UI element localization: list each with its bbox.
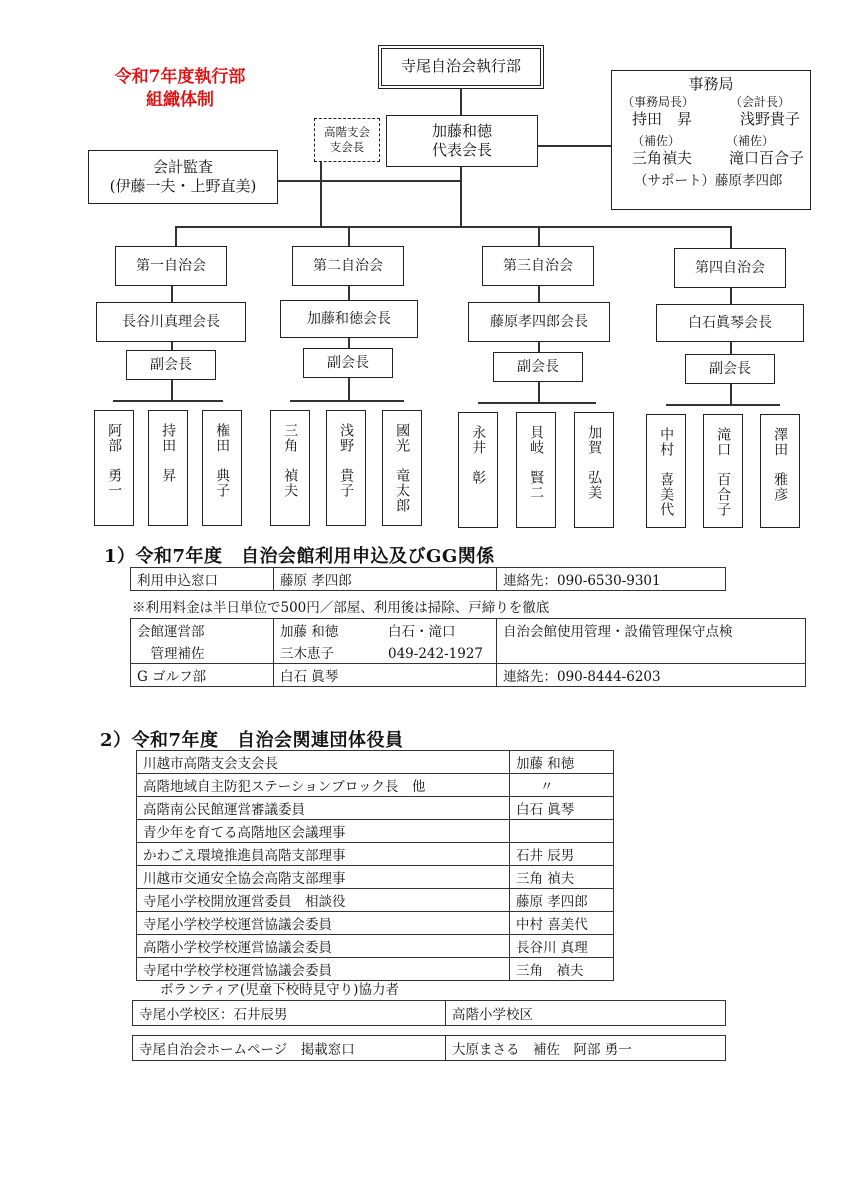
table-row [131,641,806,664]
member-name: 三角 禎夫 [282,423,299,498]
fee-note: ※利用料金は半日単位で500円／部屋、利用後は掃除、戸締りを徹底 [132,600,550,616]
member-box [760,414,800,528]
cell-part: 049-242-1927 [388,646,484,662]
unit-name: 第二自治会 [313,257,383,274]
president-role: 代表会長 [431,141,492,159]
connector [730,288,732,304]
unit-box [482,246,594,286]
page-title [80,66,280,112]
connector [730,226,732,248]
branch-box [314,118,380,162]
name-cell: 藤原 孝四郎 [510,889,614,912]
role-cell: かわごえ環境推進員高階支部理事 [137,843,510,866]
chair-name: 加藤和徳会長 [307,310,391,327]
table-row [137,889,614,912]
unit-name: 第三自治会 [503,257,573,274]
table-row [133,1001,726,1026]
connector [730,384,732,404]
role-cell: 寺尾中学校学校運営協議会委員 [137,958,510,981]
member-name: 持田 昇 [160,423,177,483]
table-row [133,1036,726,1061]
chair-box [96,302,246,342]
exec-box [378,45,544,89]
table-row [131,619,806,642]
office-box [611,70,811,210]
table-cell: 高階小学校区 [446,1001,726,1026]
cell-part: 白石・滝口 [388,624,456,640]
vice-label: 副会長 [150,356,192,373]
role-cell: 青少年を育てる高階地区会議理事 [137,820,510,843]
member-box [326,410,366,526]
vice-label: 副会長 [327,354,369,371]
reservation-table [130,567,726,591]
role-cell: 寺尾小学校開放運営委員 相談役 [137,889,510,912]
role-cell: 川越市交通安全協会高階支部理事 [137,866,510,889]
homepage-table [132,1035,726,1061]
section1-heading: 1）令和7年度 自治会館利用申込及びGG関係 [104,546,495,567]
unit-name: 第一自治会 [136,257,206,274]
member-name: 貝岐 賢二 [528,425,545,500]
office-role-assist2: （補佐） [725,133,774,148]
role-cell: 寺尾小学校学校運営協議会委員 [137,912,510,935]
name-cell [510,820,614,843]
audit-title: 会計監査 [152,157,213,176]
table-cell: 連絡先：090-6530-9301 [497,568,726,591]
table-cell: 管理補佐 [131,641,274,664]
connector [538,226,540,246]
chair-name: 藤原孝四郎会長 [490,313,588,330]
office-role-assist1: （補佐） [632,133,681,148]
role-cell: 川越市高階支会支会長 [137,751,510,774]
chair-name: 白石眞琴会長 [688,314,772,331]
vice-label: 副会長 [517,358,559,375]
office-assist1-name: 三角禎夫 [632,149,693,168]
connector [348,338,350,348]
cell-part: 加藤 和徳 [280,624,339,640]
table-cell [274,664,497,687]
connector [278,180,460,182]
office-chief-name: 持田 昇 [632,110,693,129]
connector [171,286,173,302]
table-cell [497,641,806,664]
audit-box [88,150,278,204]
connector [478,402,596,404]
cell-part: 白石 眞琴 [280,669,339,685]
vice-label: 副会長 [709,360,751,377]
table-row [131,664,806,687]
table-cell: 会館運営部 [131,619,274,642]
table-row [137,751,614,774]
connector [666,404,780,406]
role-cell: 高階南公民館運営審議委員 [137,797,510,820]
connector [460,165,462,210]
table-cell [274,641,497,664]
member-box [148,410,188,526]
name-cell: 長谷川 真理 [510,935,614,958]
vice-box [126,350,216,380]
chair-box [468,302,610,342]
member-box [382,410,422,526]
name-cell: 加藤 和徳 [510,751,614,774]
member-box [703,414,743,528]
chair-name: 長谷川真理会長 [122,313,220,330]
member-name: 加賀 弘美 [586,425,603,500]
table-cell: 自治会館使用管理・設備管理保守点検 [497,619,806,642]
member-box [270,410,310,526]
name-cell: 白石 眞琴 [510,797,614,820]
table-cell: 寺尾自治会ホームページ 掲載窓口 [133,1036,446,1061]
volunteer-table [132,1000,726,1026]
unit-box [292,246,404,286]
connector [538,286,540,302]
table-cell: 大原まさる 補佐 阿部 勇一 [446,1036,726,1061]
connector [113,400,223,402]
table-row [137,866,614,889]
officers-table [136,750,614,981]
member-name: 阿部 勇一 [106,423,123,498]
table-row [137,820,614,843]
volunteer-heading: ボランティア(児童下校時見守り)協力者 [160,982,399,998]
office-role-treasurer: （会計長） [729,94,790,109]
name-cell: 三角 禎夫 [510,866,614,889]
office-assist2-name: 滝口百合子 [728,149,804,168]
member-name: 滝口 百合子 [715,427,732,517]
table-cell: G ゴルフ部 [131,664,274,687]
connector [348,378,350,400]
member-box [458,412,498,528]
member-box [516,412,556,528]
member-box [202,410,242,526]
table-row [137,774,614,797]
vice-box [493,352,583,382]
member-name: 権田 典子 [214,423,231,498]
connector [348,226,350,246]
branch-line1: 高階支会 [324,125,370,140]
audit-names: (伊藤一夫・上野直美) [109,177,257,195]
connector [537,145,612,147]
exec-label: 寺尾自治会執行部 [400,57,521,76]
name-cell: 石井 辰男 [510,843,614,866]
table-row [137,843,614,866]
member-name: 國光 竜太郎 [394,423,411,513]
member-box [574,412,614,528]
chair-box [280,300,418,338]
unit-box [674,248,786,288]
section2-heading: 2）令和7年度 自治会関連団体役員 [100,730,404,751]
connector [175,226,177,246]
connector [460,210,462,226]
member-name: 中村 喜美代 [658,427,675,517]
table-cell [274,619,497,642]
table-row [137,912,614,935]
cell-part: 三木恵子 [280,646,334,662]
office-title: 事務局 [688,75,734,93]
member-box [646,414,686,528]
page-title-line1: 令和7年度執行部 [114,67,246,87]
table-row [131,568,726,591]
table-cell: 連絡先：090-8444-6203 [497,664,806,687]
member-name: 浅野 貴子 [338,423,355,498]
chair-box [656,304,804,342]
hall-table [130,618,806,687]
president-name: 加藤和徳 [431,121,492,140]
office-support: （サポート）藤原孝四郎 [634,172,783,189]
connector [730,342,732,354]
connector [171,342,173,350]
vice-box [685,354,775,384]
unit-name: 第四自治会 [695,259,765,276]
office-role-chief: （事務局長） [622,94,695,109]
table-cell: 藤原 孝四郎 [274,568,497,591]
role-cell: 高階小学校学校運営協議会委員 [137,935,510,958]
name-cell: 三角 禎夫 [510,958,614,981]
member-box [94,410,134,526]
connector [348,286,350,300]
branch-line2: 支会長 [329,140,365,154]
connector [538,382,540,402]
unit-box [115,246,227,286]
role-cell: 高階地域自主防犯ステーションブロック長 他 [137,774,510,797]
page-title-line2: 組織体制 [146,89,214,110]
president-box [386,115,538,167]
table-row [137,797,614,820]
connector [290,400,404,402]
table-cell: 寺尾小学校区：石井辰男 [133,1001,446,1026]
office-treasurer-name: 浅野貴子 [739,110,800,129]
table-row [137,935,614,958]
connector [460,86,462,116]
connector [175,226,730,228]
name-cell: 中村 喜美代 [510,912,614,935]
member-name: 永井 彰 [470,425,487,485]
name-cell: 〃 [510,774,614,797]
connector [538,342,540,352]
table-cell: 利用申込窓口 [131,568,274,591]
connector [171,380,173,400]
member-name: 澤田 雅彦 [772,427,789,502]
vice-box [303,348,393,378]
